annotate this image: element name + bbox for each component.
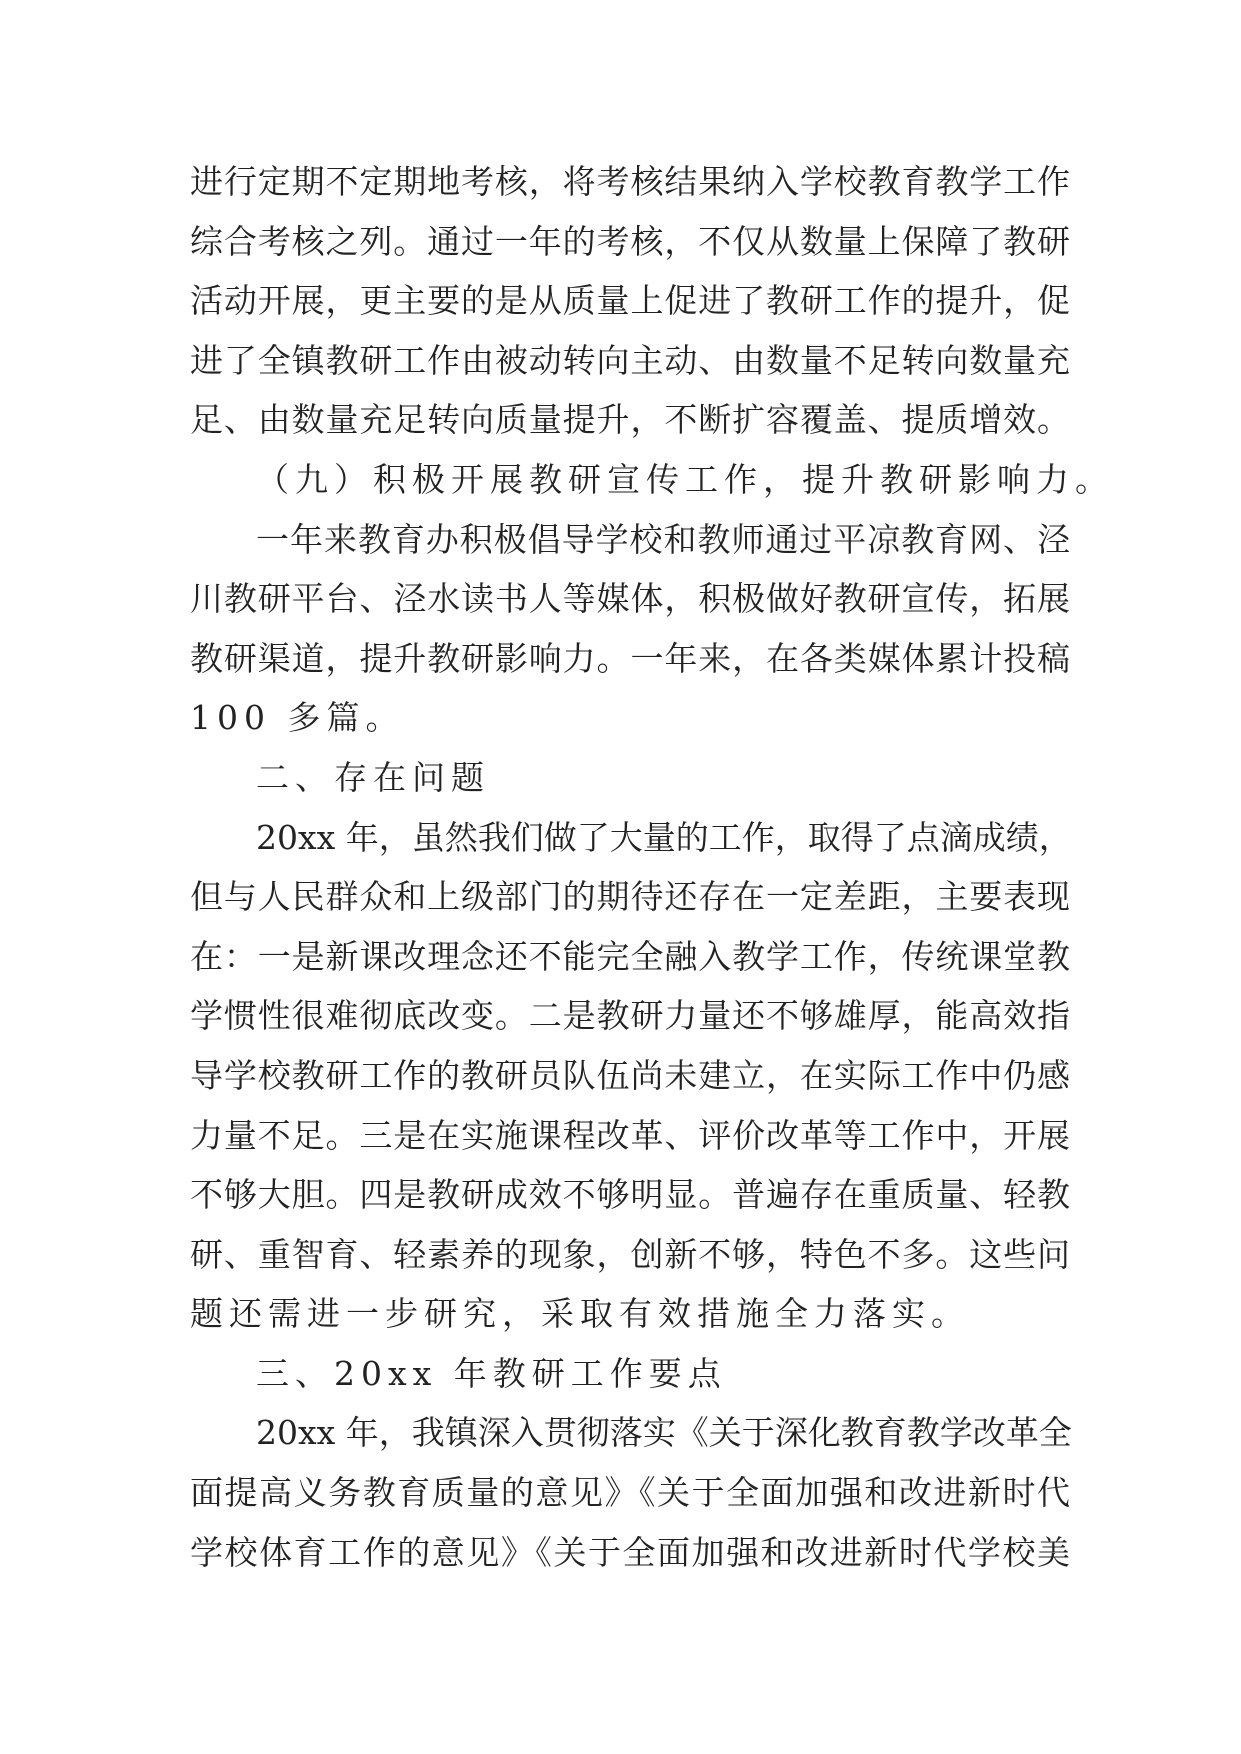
text-line: 进了全镇教研工作由被动转向主动、由数量不足转向数量充: [190, 340, 1070, 380]
text-line: 进行定期不定期地考核，将考核结果纳入学校教育教学工作: [190, 162, 1070, 201]
text-line: 一年来教育办积极倡导学校和教师通过平凉教育网、泾: [256, 519, 1070, 559]
section-heading: 三、20xx 年教研工作要点: [256, 1353, 727, 1393]
section-heading: 二、存在问题: [256, 757, 490, 797]
text-line: 20xx 年，我镇深入贯彻落实《关于深化教育教学改革全: [256, 1413, 1072, 1453]
text-line: 100 多篇。: [190, 698, 405, 738]
text-line: 学校体育工作的意见》《关于全面加强和改进新时代学校美: [190, 1532, 1070, 1572]
document-body: [190, 152, 1114, 1582]
text-line: 20xx 年，虽然我们做了大量的工作，取得了点滴成绩，: [256, 817, 1072, 857]
text-line: 足、由数量充足转向质量提升，不断扩容覆盖、提质增效。: [190, 400, 1070, 440]
text-line: 教研渠道，提升教研影响力。一年来，在各类媒体累计投稿: [190, 638, 1070, 678]
text-line: 但与人民群众和上级部门的期待还存在一定差距，主要表现: [190, 877, 1070, 917]
text-line: 活动开展，更主要的是从质量上促进了教研工作的提升，促: [190, 281, 1070, 321]
text-line: 力量不足。三是在实施课程改革、评价改革等工作中，开展: [190, 1115, 1070, 1155]
text-line: 学惯性很难彻底改变。二是教研力量还不够雄厚，能高效指: [190, 996, 1070, 1036]
text-line: 川教研平台、泾水读书人等媒体，积极做好教研宣传，拓展: [190, 579, 1070, 619]
text-line: 在：一是新课改理念还不能完全融入教学工作，传统课堂教: [190, 936, 1070, 976]
text-line: 研、重智育、轻素养的现象，创新不够，特色不多。这些问: [190, 1234, 1070, 1274]
text-line: 综合考核之列。通过一年的考核，不仅从数量上保障了教研: [190, 221, 1070, 261]
text-line: 面提高义务教育质量的意见》《关于全面加强和改进新时代: [190, 1473, 1070, 1513]
text-line: 题还需进一步研究，采取有效措施全力落实。: [190, 1294, 970, 1334]
text-line: 导学校教研工作的教研员队伍尚未建立，在实际工作中仍感: [190, 1055, 1070, 1095]
text-line: 不够大胆。四是教研成效不够明显。普遍存在重质量、轻教: [190, 1175, 1070, 1215]
section-heading: （九）积极开展教研宣传工作，提升教研影响力。: [256, 459, 1114, 499]
